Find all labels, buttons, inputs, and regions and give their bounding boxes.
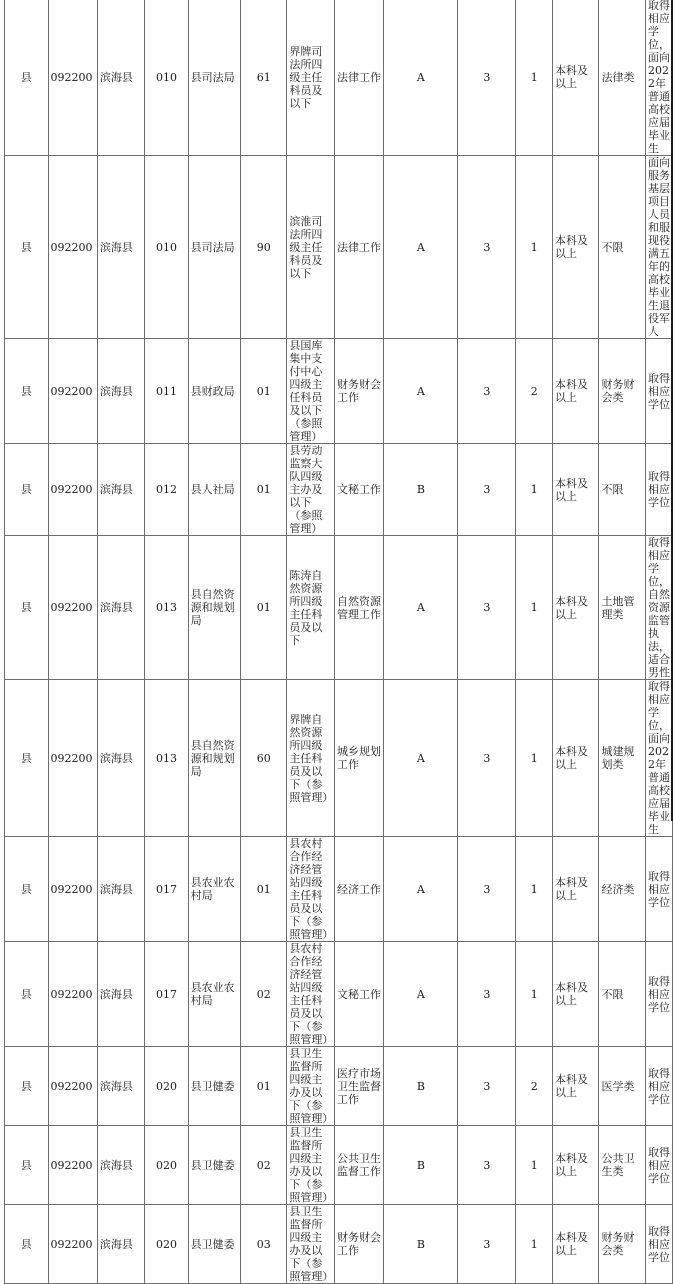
- level-cell: 县: [5, 1205, 49, 1284]
- dept-code-cell: 011: [145, 339, 188, 444]
- department-cell: 县司法局: [188, 0, 240, 156]
- county-cell: 滨海县: [97, 536, 144, 680]
- exam-category-cell: A: [384, 837, 458, 942]
- table-row: [5, 1126, 673, 1205]
- dept-code-cell: 010: [145, 156, 188, 339]
- exam-category-cell: A: [384, 156, 458, 339]
- level-cell: 县: [5, 1126, 49, 1205]
- level-cell: 县: [5, 444, 49, 536]
- dept-code-cell: 013: [145, 680, 188, 837]
- unit-position-cell: 县劳动监察大队四级主办及以下（参照管理）: [287, 444, 335, 536]
- region-code-cell: 092200: [48, 0, 97, 156]
- exam-category-cell: A: [384, 942, 458, 1047]
- major-cell: 医学类: [599, 1047, 646, 1126]
- department-cell: 县农业农村局: [188, 942, 240, 1047]
- county-cell: 滨海县: [97, 1126, 144, 1205]
- other-requirements-cell: 取得相应学位，面向2022年普通高校应届毕业生: [646, 0, 673, 156]
- department-cell: 县人社局: [188, 444, 240, 536]
- unit-position-cell: 滨淮司法所四级主任科员及以下: [287, 156, 335, 339]
- education-cell: 本科及以上: [553, 942, 599, 1047]
- duty-cell: 公共卫生监督工作: [335, 1126, 384, 1205]
- duty-cell: 法律工作: [335, 0, 384, 156]
- other-requirements-cell: 取得相应学位: [646, 444, 673, 536]
- ratio-cell: 3: [458, 0, 516, 156]
- position-code-cell: 01: [241, 536, 287, 680]
- county-cell: 滨海县: [97, 680, 144, 837]
- hire-count-cell: 1: [516, 942, 553, 1047]
- exam-category-cell: A: [384, 0, 458, 156]
- level-cell: 县: [5, 680, 49, 837]
- table-row: [5, 1205, 673, 1284]
- dept-code-cell: 012: [145, 444, 188, 536]
- major-cell: 经济类: [599, 837, 646, 942]
- position-code-cell: 01: [241, 444, 287, 536]
- major-cell: 法律类: [599, 0, 646, 156]
- hire-count-cell: 2: [516, 1047, 553, 1126]
- level-cell: 县: [5, 0, 49, 156]
- position-code-cell: 61: [241, 0, 287, 156]
- hire-count-cell: 2: [516, 339, 553, 444]
- duty-cell: 文秘工作: [335, 942, 384, 1047]
- region-code-cell: 092200: [48, 156, 97, 339]
- major-cell: 城建规划类: [599, 680, 646, 837]
- major-cell: 公共卫生类: [599, 1126, 646, 1205]
- region-code-cell: 092200: [48, 942, 97, 1047]
- county-cell: 滨海县: [97, 444, 144, 536]
- ratio-cell: 3: [458, 942, 516, 1047]
- unit-position-cell: 界牌自然资源所四级主任科员及以下（参照管理）: [287, 680, 335, 837]
- table-row: [5, 444, 673, 536]
- hire-count-cell: 1: [516, 1126, 553, 1205]
- hire-count-cell: 1: [516, 536, 553, 680]
- other-requirements-cell: 取得相应学位: [646, 339, 673, 444]
- education-cell: 本科及以上: [553, 1205, 599, 1284]
- unit-position-cell: 县卫生监督所四级主办及以下（参照管理）: [287, 1126, 335, 1205]
- duty-cell: 法律工作: [335, 156, 384, 339]
- table-row: [5, 837, 673, 942]
- duty-cell: 自然资源管理工作: [335, 536, 384, 680]
- department-cell: 县自然资源和规划局: [188, 536, 240, 680]
- exam-category-cell: B: [384, 444, 458, 536]
- department-cell: 县卫健委: [188, 1205, 240, 1284]
- ratio-cell: 3: [458, 536, 516, 680]
- position-code-cell: 01: [241, 1047, 287, 1126]
- duty-cell: 财务财会工作: [335, 1205, 384, 1284]
- major-cell: 土地管理类: [599, 536, 646, 680]
- county-cell: 滨海县: [97, 0, 144, 156]
- ratio-cell: 3: [458, 837, 516, 942]
- dept-code-cell: 017: [145, 942, 188, 1047]
- dept-code-cell: 020: [145, 1126, 188, 1205]
- county-cell: 滨海县: [97, 1047, 144, 1126]
- duty-cell: 医疗市场卫生监督工作: [335, 1047, 384, 1126]
- positions-table: [4, 0, 673, 1284]
- other-requirements-cell: 取得相应学位: [646, 1047, 673, 1126]
- ratio-cell: 3: [458, 680, 516, 837]
- ratio-cell: 3: [458, 1126, 516, 1205]
- unit-position-cell: 县农村合作经济经管站四级主任科员及以下（参照管理）: [287, 942, 335, 1047]
- dept-code-cell: 013: [145, 536, 188, 680]
- department-cell: 县自然资源和规划局: [188, 680, 240, 837]
- unit-position-cell: 陈涛自然资源所四级主任科员及以下: [287, 536, 335, 680]
- table-row: [5, 1047, 673, 1126]
- education-cell: 本科及以上: [553, 0, 599, 156]
- unit-position-cell: 县农村合作经济经管站四级主任科员及以下（参照管理）: [287, 837, 335, 942]
- exam-category-cell: B: [384, 1047, 458, 1126]
- exam-category-cell: A: [384, 339, 458, 444]
- region-code-cell: 092200: [48, 837, 97, 942]
- department-cell: 县卫健委: [188, 1126, 240, 1205]
- department-cell: 县财政局: [188, 339, 240, 444]
- position-code-cell: 01: [241, 837, 287, 942]
- position-code-cell: 03: [241, 1205, 287, 1284]
- ratio-cell: 3: [458, 1047, 516, 1126]
- hire-count-cell: 1: [516, 444, 553, 536]
- hire-count-cell: 1: [516, 837, 553, 942]
- unit-position-cell: 县国库集中支付中心四级主任科员及以下（参照管理）: [287, 339, 335, 444]
- dept-code-cell: 017: [145, 837, 188, 942]
- dept-code-cell: 020: [145, 1205, 188, 1284]
- ratio-cell: 3: [458, 339, 516, 444]
- level-cell: 县: [5, 339, 49, 444]
- position-code-cell: 02: [241, 942, 287, 1047]
- duty-cell: 财务财会工作: [335, 339, 384, 444]
- level-cell: 县: [5, 837, 49, 942]
- other-requirements-cell: 取得相应学位: [646, 942, 673, 1047]
- region-code-cell: 092200: [48, 1205, 97, 1284]
- unit-position-cell: 县卫生监督所四级主办及以下（参照管理）: [287, 1205, 335, 1284]
- other-requirements-cell: 面向服务基层项目人员和服现役满五年的高校毕业生退役军人: [646, 156, 673, 339]
- exam-category-cell: A: [384, 680, 458, 837]
- county-cell: 滨海县: [97, 156, 144, 339]
- ratio-cell: 3: [458, 444, 516, 536]
- dept-code-cell: 020: [145, 1047, 188, 1126]
- education-cell: 本科及以上: [553, 156, 599, 339]
- hire-count-cell: 1: [516, 680, 553, 837]
- position-code-cell: 60: [241, 680, 287, 837]
- region-code-cell: 092200: [48, 339, 97, 444]
- other-requirements-cell: 取得相应学位，自然资源监管执法，适合男性: [646, 536, 673, 680]
- department-cell: 县农业农村局: [188, 837, 240, 942]
- education-cell: 本科及以上: [553, 680, 599, 837]
- hire-count-cell: 1: [516, 1205, 553, 1284]
- major-cell: 不限: [599, 156, 646, 339]
- education-cell: 本科及以上: [553, 536, 599, 680]
- other-requirements-cell: 取得相应学位: [646, 837, 673, 942]
- department-cell: 县卫健委: [188, 1047, 240, 1126]
- county-cell: 滨海县: [97, 1205, 144, 1284]
- other-requirements-cell: 取得相应学位: [646, 1126, 673, 1205]
- exam-category-cell: A: [384, 536, 458, 680]
- education-cell: 本科及以上: [553, 1047, 599, 1126]
- region-code-cell: 092200: [48, 680, 97, 837]
- county-cell: 滨海县: [97, 339, 144, 444]
- education-cell: 本科及以上: [553, 339, 599, 444]
- level-cell: 县: [5, 156, 49, 339]
- table-row: [5, 156, 673, 339]
- other-requirements-cell: 取得相应学位: [646, 1205, 673, 1284]
- dept-code-cell: 010: [145, 0, 188, 156]
- table-row: [5, 680, 673, 837]
- education-cell: 本科及以上: [553, 837, 599, 942]
- ratio-cell: 3: [458, 1205, 516, 1284]
- county-cell: 滨海县: [97, 837, 144, 942]
- exam-category-cell: B: [384, 1205, 458, 1284]
- position-code-cell: 02: [241, 1126, 287, 1205]
- unit-position-cell: 界牌司法所四级主任科员及以下: [287, 0, 335, 156]
- ratio-cell: 3: [458, 156, 516, 339]
- level-cell: 县: [5, 536, 49, 680]
- table-row: [5, 339, 673, 444]
- table-row: [5, 536, 673, 680]
- hire-count-cell: 1: [516, 0, 553, 156]
- level-cell: 县: [5, 942, 49, 1047]
- education-cell: 本科及以上: [553, 1126, 599, 1205]
- region-code-cell: 092200: [48, 1126, 97, 1205]
- region-code-cell: 092200: [48, 1047, 97, 1126]
- level-cell: 县: [5, 1047, 49, 1126]
- exam-category-cell: B: [384, 1126, 458, 1205]
- county-cell: 滨海县: [97, 942, 144, 1047]
- position-code-cell: 01: [241, 339, 287, 444]
- duty-cell: 经济工作: [335, 837, 384, 942]
- major-cell: 不限: [599, 444, 646, 536]
- region-code-cell: 092200: [48, 536, 97, 680]
- unit-position-cell: 县卫生监督所四级主办及以下（参照管理）: [287, 1047, 335, 1126]
- major-cell: 财务财会类: [599, 1205, 646, 1284]
- table-row: [5, 942, 673, 1047]
- major-cell: 财务财会类: [599, 339, 646, 444]
- position-code-cell: 90: [241, 156, 287, 339]
- region-code-cell: 092200: [48, 444, 97, 536]
- table-row: [5, 0, 673, 156]
- major-cell: 不限: [599, 942, 646, 1047]
- duty-cell: 城乡规划工作: [335, 680, 384, 837]
- duty-cell: 文秘工作: [335, 444, 384, 536]
- hire-count-cell: 1: [516, 156, 553, 339]
- other-requirements-cell: 取得相应学位，面向2022年普通高校应届毕业生: [646, 680, 673, 837]
- education-cell: 本科及以上: [553, 444, 599, 536]
- department-cell: 县司法局: [188, 156, 240, 339]
